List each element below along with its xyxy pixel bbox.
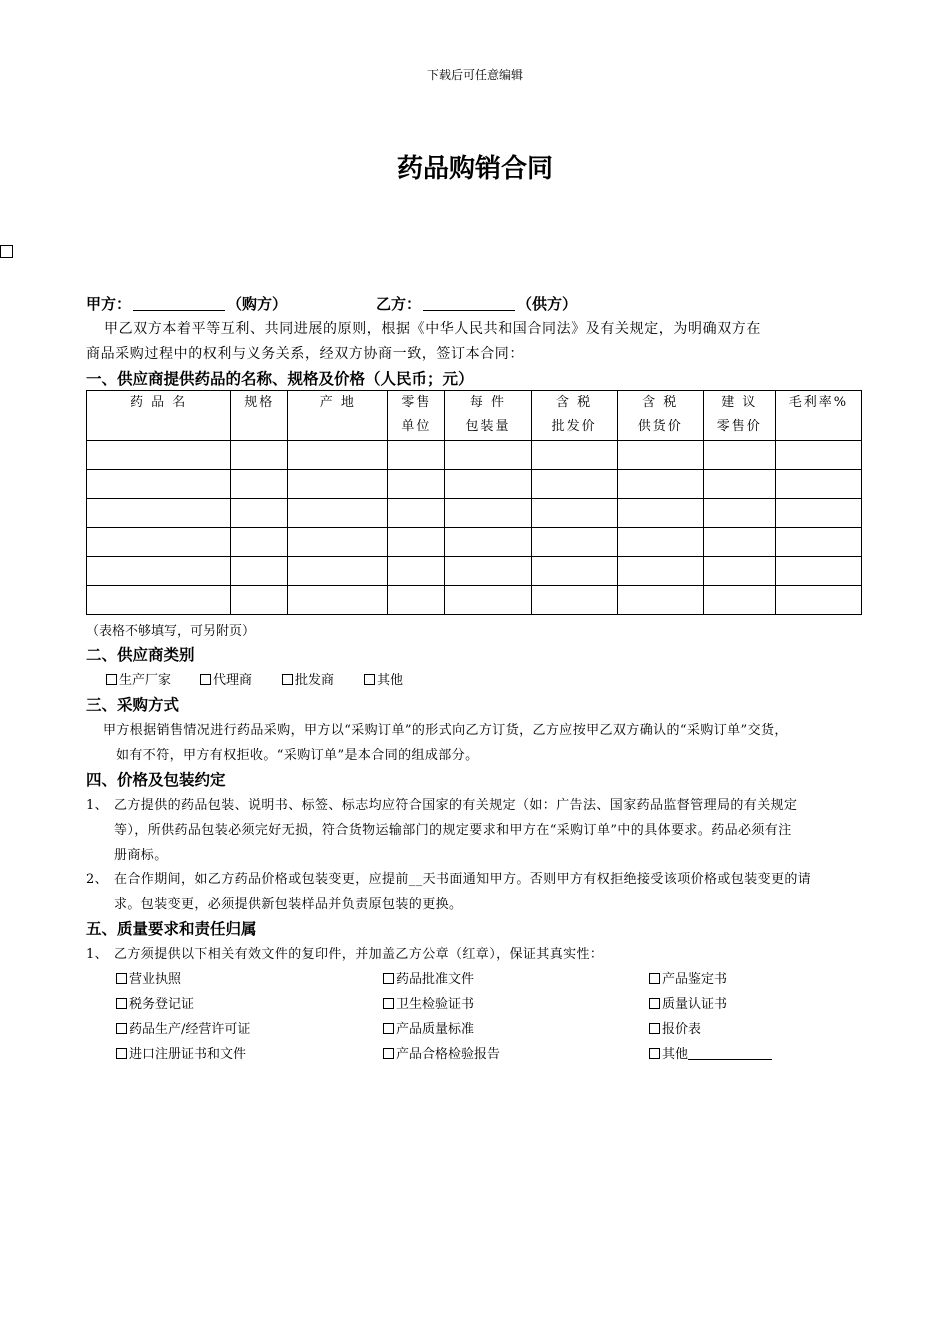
section-3-line-1: 甲方根据销售情况进行药品采购，甲方以“采购订单”的形式向乙方订货，乙方应按甲乙双方确认的“采购订单”交货， — [103, 723, 788, 738]
column-header-line: 每 件 — [469, 395, 507, 410]
document-option-label: 营业执照 — [129, 972, 182, 987]
document-option[interactable] — [383, 1043, 500, 1062]
document-option-label: 质量认证书 — [662, 997, 728, 1012]
table-row — [87, 499, 862, 528]
table-cell[interactable] — [445, 499, 531, 528]
party-a — [86, 293, 287, 314]
column-header-line: 包装量 — [465, 419, 511, 434]
supplier-type-option-3[interactable]: 批发商 — [282, 669, 334, 688]
document-option[interactable] — [116, 968, 181, 987]
column-header-line: 零售 — [401, 395, 432, 410]
table-cell[interactable] — [703, 470, 775, 499]
table-cell[interactable] — [703, 557, 775, 586]
corner-checkbox[interactable] — [0, 245, 13, 258]
table-cell[interactable] — [775, 441, 861, 470]
table-cell[interactable] — [703, 528, 775, 557]
goods-table — [86, 390, 862, 615]
table-cell[interactable] — [388, 528, 445, 557]
section-5-title: 五、质量要求和责任归属 — [86, 920, 257, 938]
table-row — [87, 528, 862, 557]
table-cell[interactable] — [775, 557, 861, 586]
document-title: 药品购销合同 — [396, 154, 553, 184]
document-option[interactable] — [116, 1043, 246, 1062]
checkbox-icon[interactable] — [383, 998, 394, 1009]
column-header-line: 毛利率% — [788, 395, 849, 410]
checkbox-icon[interactable] — [383, 973, 394, 984]
table-cell[interactable] — [388, 441, 445, 470]
document-option[interactable] — [649, 1043, 772, 1062]
document-option-label: 产品质量标准 — [396, 1022, 475, 1037]
goods-table-body — [87, 441, 862, 615]
table-cell[interactable] — [288, 557, 388, 586]
column-header — [531, 391, 617, 441]
section-4-item-1-line-1: 乙方提供的药品包装、说明书、标签、标志均应符合国家的有关规定（如：广告法、国家药品监督管理局的有关规定 — [114, 798, 798, 813]
table-cell[interactable] — [288, 470, 388, 499]
checkbox-icon[interactable] — [649, 1048, 660, 1059]
document-option[interactable] — [649, 1018, 701, 1037]
table-cell[interactable] — [87, 441, 231, 470]
section-4-item-1-num: 1、 — [86, 798, 109, 813]
table-cell[interactable] — [617, 441, 703, 470]
section-5-item-1-num: 1、 — [86, 947, 109, 962]
table-cell[interactable] — [617, 586, 703, 615]
document-option[interactable] — [116, 1018, 250, 1037]
table-note: （表格不够填写，可另附页） — [86, 624, 256, 639]
checkbox-icon[interactable] — [116, 1023, 127, 1034]
table-cell[interactable] — [775, 586, 861, 615]
document-option[interactable] — [383, 1018, 474, 1037]
column-header-line: 批发价 — [551, 419, 597, 434]
party-a-label: 甲方： — [86, 295, 132, 313]
section-4-item-1-line-2: 等），所供药品包装必须完好无损，符合货物运输部门的规定要求和甲方在“采购订单”中的具体要求。药品必须有注 — [114, 823, 792, 838]
supplier-type-option-4[interactable]: 其他 — [364, 669, 403, 688]
page-header-note: 下载后可任意编辑 — [426, 68, 523, 82]
table-cell[interactable] — [231, 528, 288, 557]
document-option-label: 药品批准文件 — [396, 972, 475, 987]
table-cell[interactable] — [288, 586, 388, 615]
column-header — [775, 391, 861, 441]
checkbox-icon[interactable] — [383, 1048, 394, 1059]
table-cell[interactable] — [445, 586, 531, 615]
table-cell[interactable] — [87, 470, 231, 499]
column-header — [288, 391, 388, 441]
table-cell[interactable] — [388, 499, 445, 528]
table-row — [87, 557, 862, 586]
document-option[interactable] — [116, 993, 194, 1012]
table-cell[interactable] — [703, 441, 775, 470]
table-cell[interactable] — [445, 557, 531, 586]
column-header-line: 药 品 名 — [129, 395, 188, 410]
checkbox-icon[interactable] — [649, 973, 660, 984]
document-option-label: 产品合格检验报告 — [396, 1047, 501, 1062]
document-option-label: 卫生检验证书 — [396, 997, 475, 1012]
table-cell[interactable] — [617, 557, 703, 586]
table-cell[interactable] — [388, 586, 445, 615]
column-header — [231, 391, 288, 441]
checkbox-icon[interactable] — [282, 674, 293, 685]
table-cell[interactable] — [288, 499, 388, 528]
section-4-item-2-line-1: 在合作期间，如乙方药品价格或包装变更，应提前__天书面通知甲方。否则甲方有权拒绝接受该项价格或包装变更的请 — [114, 872, 812, 887]
document-option[interactable] — [383, 968, 474, 987]
goods-table-header — [87, 391, 862, 441]
column-header-line: 供货价 — [637, 419, 683, 434]
checkbox-icon[interactable] — [364, 674, 375, 685]
column-header-line: 单位 — [401, 419, 432, 434]
section-4-item-1-line-3: 册商标。 — [114, 848, 168, 863]
table-row — [87, 470, 862, 499]
other-document-blank[interactable] — [688, 1047, 772, 1060]
table-cell[interactable] — [531, 441, 617, 470]
column-header — [388, 391, 445, 441]
party-b — [376, 293, 577, 314]
table-cell[interactable] — [231, 470, 288, 499]
section-3-title: 三、采购方式 — [86, 696, 180, 714]
table-cell[interactable] — [775, 499, 861, 528]
document-option-label: 药品生产/经营许可证 — [129, 1022, 251, 1037]
column-header-line: 零售价 — [716, 419, 762, 434]
column-header — [445, 391, 531, 441]
table-cell[interactable] — [775, 528, 861, 557]
party-b-blank[interactable] — [423, 296, 515, 311]
table-cell[interactable] — [703, 586, 775, 615]
table-cell[interactable] — [87, 586, 231, 615]
document-option[interactable] — [649, 968, 727, 987]
section-3-line-2: 如有不符，甲方有权拒收。“采购订单”是本合同的组成部分。 — [116, 748, 479, 763]
column-header — [703, 391, 775, 441]
table-cell[interactable] — [531, 470, 617, 499]
table-cell[interactable] — [388, 470, 445, 499]
table-cell[interactable] — [388, 557, 445, 586]
table-cell[interactable] — [231, 586, 288, 615]
party-a-role: （购方） — [227, 295, 288, 313]
section-2-title: 二、供应商类别 — [86, 646, 195, 664]
checkbox-icon[interactable] — [116, 998, 127, 1009]
table-cell[interactable] — [531, 499, 617, 528]
section-4-item-2-num: 2、 — [86, 872, 109, 887]
column-header-line: 建 议 — [721, 395, 758, 410]
document-option-label: 税务登记证 — [129, 997, 195, 1012]
table-cell[interactable] — [231, 499, 288, 528]
table-cell[interactable] — [288, 441, 388, 470]
document-option[interactable] — [649, 993, 727, 1012]
table-cell[interactable] — [445, 528, 531, 557]
table-row — [87, 586, 862, 615]
document-option-label: 产品鉴定书 — [662, 972, 728, 987]
party-b-label: 乙方： — [376, 295, 422, 313]
checkbox-icon[interactable] — [649, 1023, 660, 1034]
table-cell[interactable] — [288, 528, 388, 557]
table-row — [87, 441, 862, 470]
document-option-label: 进口注册证书和文件 — [129, 1047, 247, 1062]
checkbox-icon[interactable] — [383, 1023, 394, 1034]
section-5-item-1-text: 乙方须提供以下相关有效文件的复印件，并加盖乙方公章（红章），保证其真实性： — [114, 947, 604, 962]
table-cell[interactable] — [87, 499, 231, 528]
table-cell[interactable] — [87, 528, 231, 557]
section-4-item-2-line-2: 求。包装变更，必须提供新包装样品并负责原包装的更换。 — [114, 897, 463, 912]
column-header-line: 规格 — [244, 395, 275, 410]
table-cell[interactable] — [87, 557, 231, 586]
party-a-blank[interactable] — [133, 296, 225, 311]
column-header-line: 含 税 — [642, 395, 679, 410]
table-cell[interactable] — [703, 499, 775, 528]
table-cell[interactable] — [445, 441, 531, 470]
section-1-title: 一、供应商提供药品的名称、规格及价格（人民币；元） — [86, 370, 474, 388]
table-cell[interactable] — [617, 470, 703, 499]
document-option[interactable] — [383, 993, 474, 1012]
supplier-type-option-1[interactable]: 生产厂家 — [106, 669, 171, 688]
column-header-line: 含 税 — [556, 395, 593, 410]
document-option-label: 报价表 — [662, 1022, 702, 1037]
intro-line-2: 商品采购过程中的权利与义务关系，经双方协商一致，签订本合同： — [86, 346, 524, 362]
table-cell[interactable] — [775, 470, 861, 499]
section-4-title: 四、价格及包装约定 — [86, 771, 226, 789]
column-header — [87, 391, 231, 441]
checkbox-icon[interactable] — [649, 998, 660, 1009]
table-cell[interactable] — [531, 557, 617, 586]
table-cell[interactable] — [531, 586, 617, 615]
party-b-role: （供方） — [517, 295, 578, 313]
column-header-line: 产 地 — [319, 395, 356, 410]
checkbox-icon[interactable] — [116, 1048, 127, 1059]
table-cell[interactable] — [231, 441, 288, 470]
table-cell[interactable] — [617, 499, 703, 528]
table-cell[interactable] — [231, 557, 288, 586]
document-option-label: 其他 — [662, 1047, 689, 1062]
checkbox-icon[interactable] — [106, 674, 117, 685]
checkbox-icon[interactable] — [116, 973, 127, 984]
supplier-type-option-2[interactable]: 代理商 — [200, 669, 252, 688]
table-cell[interactable] — [617, 528, 703, 557]
table-cell[interactable] — [445, 470, 531, 499]
intro-line-1: 甲乙双方本着平等互利、共同进展的原则，根据《中华人民共和国合同法》及有关规定，为明确双方在 — [104, 321, 761, 337]
column-header — [617, 391, 703, 441]
checkbox-icon[interactable] — [200, 674, 211, 685]
table-cell[interactable] — [531, 528, 617, 557]
